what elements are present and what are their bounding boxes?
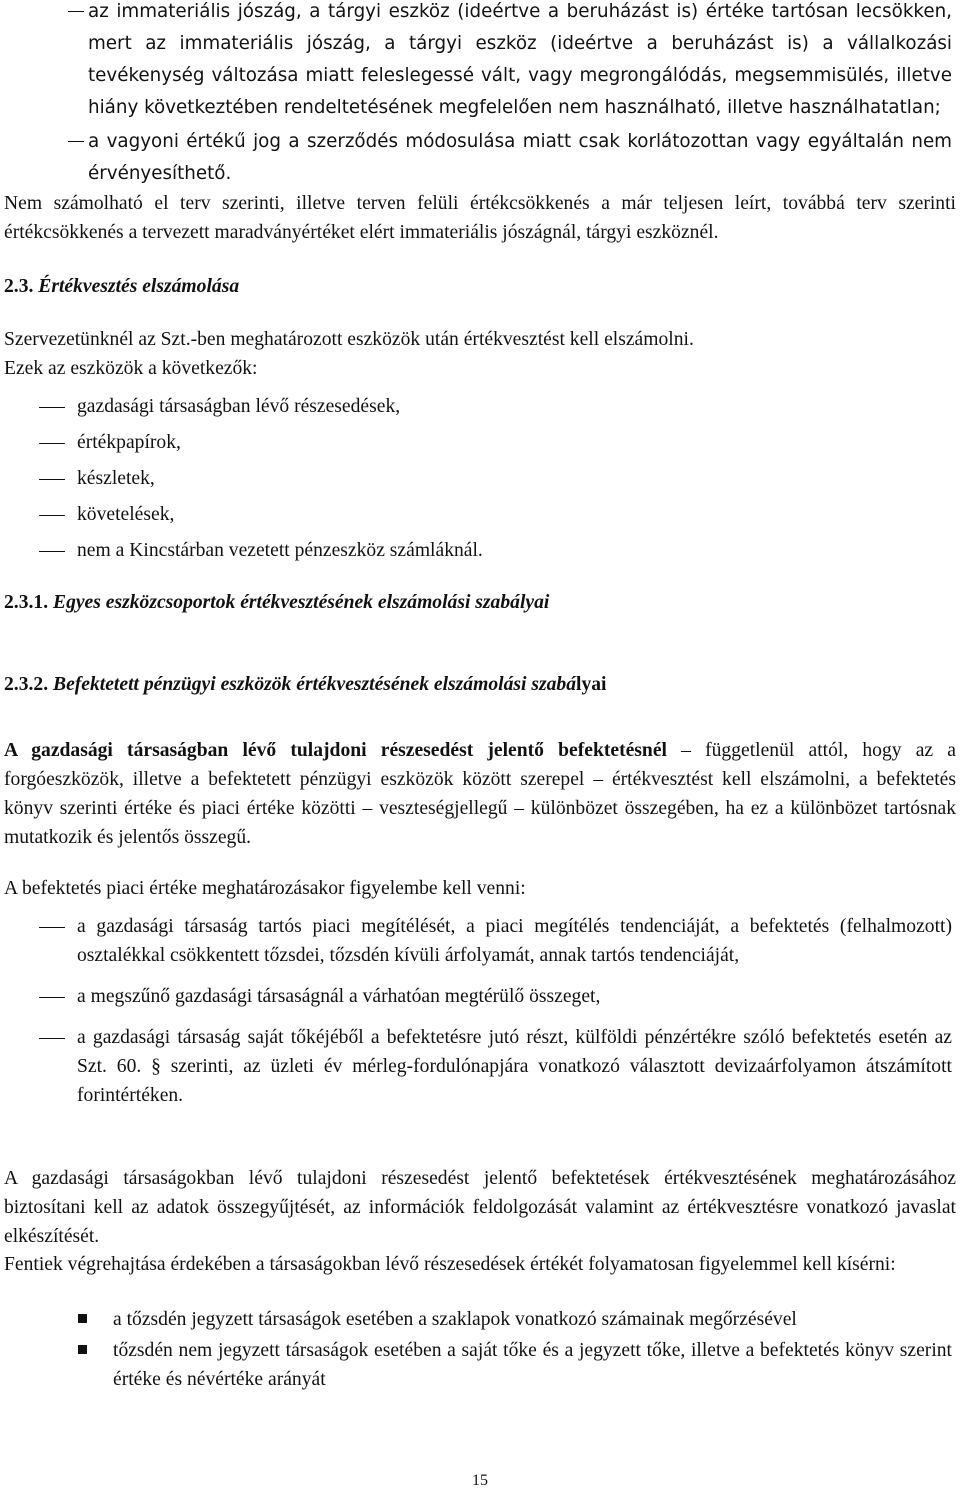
heading-number: 2.3.2. — [4, 674, 49, 695]
heading-number: 2.3. — [4, 276, 34, 297]
list-item-text: értékpapírok, — [77, 432, 181, 453]
section-heading-2-3-2 — [4, 670, 956, 699]
heading-title-tail: lyai — [576, 674, 607, 695]
market-value-list — [4, 912, 956, 1110]
list-item — [4, 1023, 956, 1110]
list-item-text: készletek, — [77, 468, 155, 489]
paragraph: Ezek az eszközök a következők: — [4, 358, 258, 379]
list-item — [4, 0, 956, 124]
asset-type-list — [4, 392, 956, 572]
list-item — [4, 982, 956, 1011]
list-item — [4, 912, 956, 970]
page-number: 15 — [472, 1472, 488, 1489]
dash-bullet-icon — [39, 1023, 65, 1039]
paragraph-market-value: A befektetés piaci értéke meghatározásakor figyelembe kell venni: — [4, 878, 526, 899]
monitoring-list — [4, 1305, 956, 1394]
list-item-text: az immateriális jószág, a tárgyi eszköz (ideértve a beruházást is) értéke tartósan lecsökken, mert az immateriális jószág, a tárgyi eszköz (ideértve a beruházást is) a vállalkozási tevékenység változása miatt feleslegessé vált, vagy megrongálódás, megsemmisülés, illetve hiány következtében rendeltetésének megfelelően nem használható, illetve használhatatlan; — [88, 1, 952, 118]
paragraph-text: – függetlenül attól, hogy az a forgóeszközök, illetve a befektetett pénzügyi eszközök között szerepel – értékvesztést kell elszámolni, a befektetés könyv szerinti értéke és piaci értéke közötti – veszteségjellegű – különbözet összegében, ha ez a különbözet tartósnak mutatkozik és jelentős összegű. — [4, 740, 956, 848]
paragraph: Szervezetünknél az Szt.-ben meghatározott eszközök után értékvesztést kell elszámolni. — [4, 329, 694, 350]
dash-bullet-icon — [39, 982, 65, 998]
heading-title: Befektetett pénzügyi eszközök értékvesztésének elszámolási szabá — [53, 674, 576, 695]
list-item-text: a megszűnő gazdasági társaságnál a várhatóan megtérülő összeget, — [77, 986, 601, 1007]
asset-impairment-list — [4, 0, 956, 190]
dash-bullet-icon — [39, 428, 65, 444]
list-item — [4, 428, 956, 464]
list-item — [4, 126, 956, 190]
dash-bullet-icon — [39, 464, 65, 480]
dash-bullet-icon — [68, 0, 84, 12]
paragraph-section-intro — [4, 325, 956, 383]
list-item-text: a vagyoni értékű jog a szerződés módosulása miatt csak korlátozottan vagy egyáltalán nem érvényesíthető. — [88, 131, 952, 184]
list-item-text: követelések, — [77, 504, 175, 525]
dash-bullet-icon — [39, 392, 65, 408]
list-item — [4, 392, 956, 428]
list-item-text: a gazdasági társaság tartós piaci megítélését, a piaci megítélés tendenciáját, a befektetés (felhalmozott) osztalékkal csökkentett tőzsdei, tőzsdén kívüli árfolyamát, annak tartós tendenciáját, — [77, 916, 952, 966]
bold-lead-text: A gazdasági társaságban lévő tulajdoni részesedést jelentő befektetésnél — [4, 740, 667, 761]
heading-number: 2.3.1. — [4, 592, 49, 613]
paragraph-participation-impairment — [4, 736, 956, 852]
list-item — [4, 500, 956, 536]
list-item — [4, 1336, 956, 1394]
list-item-text: tőzsdén nem jegyzett társaságok esetében a saját tőke és a jegyzett tőke, illetve a befektetés könyv szerint értéke és névértéke arányát — [113, 1340, 952, 1390]
paragraph-data-collection: A gazdasági társaságokban lévő tulajdoni részesedést jelentő befektetések értékvesztésének meghatározásához biztosítani kell az adatok összegyűjtését, az információk feldolgozását valamint az értékvesztésre vonatkozó javaslat elkészítését. — [4, 1168, 956, 1247]
square-bullet-icon — [78, 1314, 87, 1323]
dash-bullet-icon — [39, 912, 65, 928]
heading-title: Egyes eszközcsoportok értékvesztésének elszámolási szabályai — [53, 592, 550, 613]
dash-bullet-icon — [68, 126, 84, 142]
list-item — [4, 1305, 956, 1334]
list-item — [4, 464, 956, 500]
list-item-text: nem a Kincstárban vezetett pénzeszköz számláknál. — [77, 540, 483, 561]
list-item-text: a tőzsdén jegyzett társaságok esetében a szaklapok vonatkozó számainak megőrzésével — [113, 1309, 797, 1330]
square-bullet-icon — [78, 1345, 87, 1354]
list-item-text: a gazdasági társaság saját tőkéjéből a befektetésre jutó részt, külföldi pénzértékre szóló befektetés esetén az Szt. 60. § szerinti, az üzleti év mérleg-fordulónapjára vonatkozó választott devizaárfolyamon átszámított forintértéken. — [77, 1027, 952, 1106]
list-item-text: gazdasági társaságban lévő részesedések, — [77, 396, 401, 417]
paragraph-no-depreciation: Nem számolható el terv szerinti, illetve terven felüli értékcsökkenés a már teljesen leírt, továbbá terv szerinti értékcsökkenés a tervezett maradványértéket elért immateriális jószágnál, tárgyi eszköznél. — [4, 193, 956, 243]
paragraph-monitoring: Fentiek végrehajtása érdekében a társaságokban lévő részesedések értékét folyamatosan figyelemmel kell kísérni: — [4, 1254, 896, 1275]
dash-bullet-icon — [39, 500, 65, 516]
heading-title: Értékvesztés elszámolása — [38, 276, 240, 297]
list-item — [4, 536, 956, 572]
section-heading-2-3 — [4, 272, 956, 301]
dash-bullet-icon — [39, 536, 65, 552]
section-heading-2-3-1 — [4, 588, 956, 617]
